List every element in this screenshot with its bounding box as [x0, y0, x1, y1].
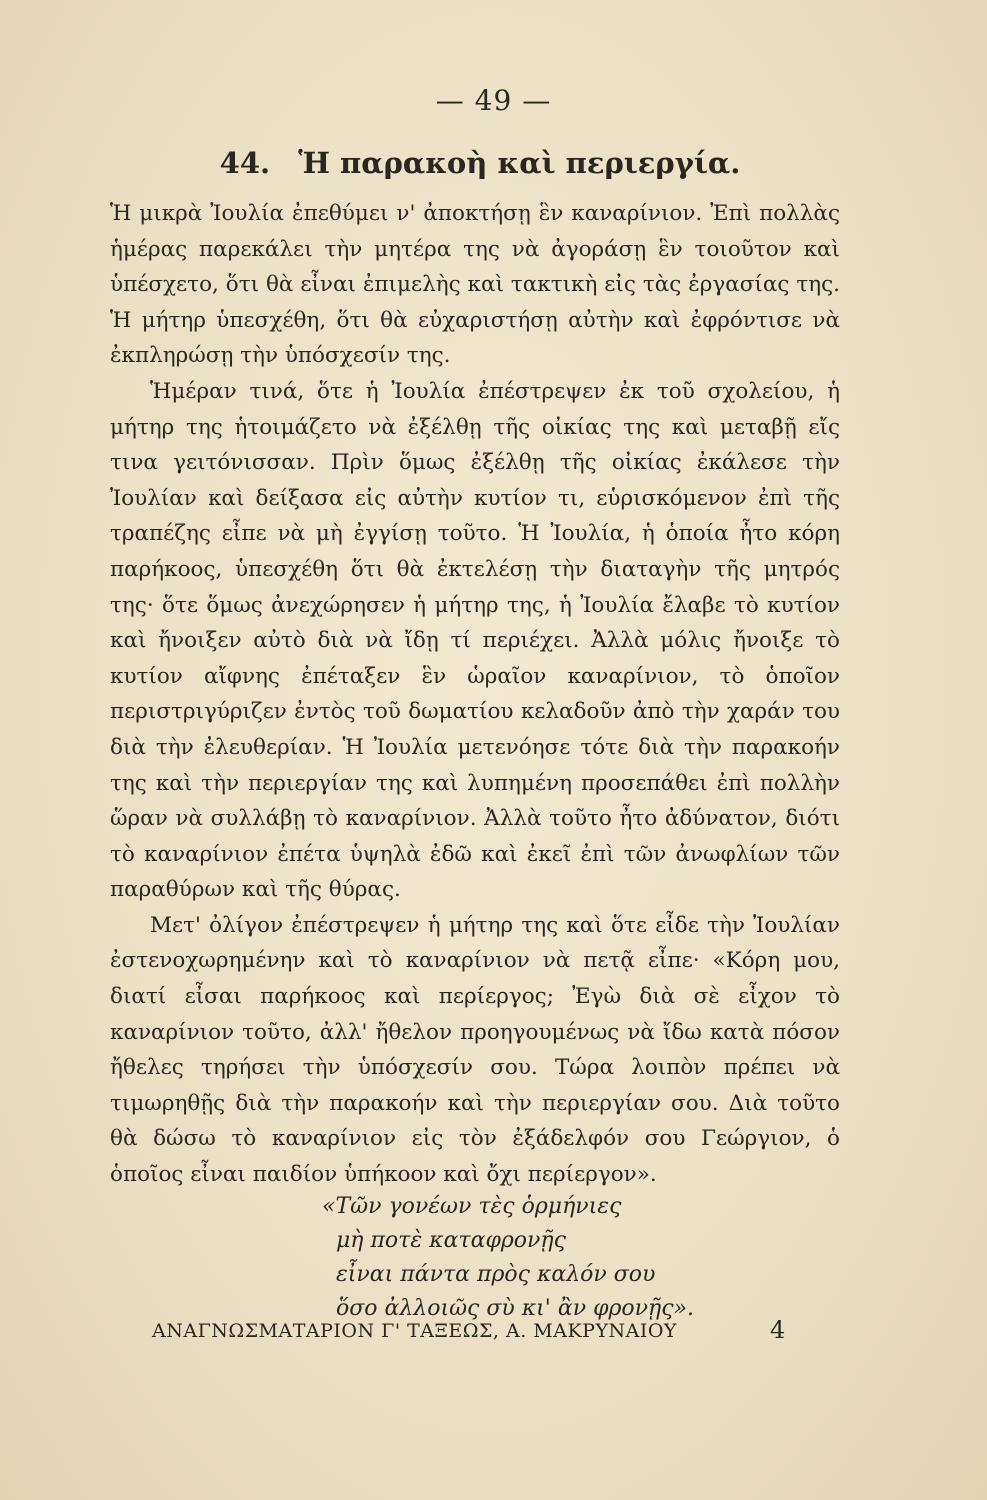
poem-line-1: «Τῶν γονέων τὲς ὁρμήνιες: [322, 1194, 622, 1219]
paragraph-3: Μετ' ὀλίγον ἐπέστρεψεν ἡ μήτηρ της καὶ ὅτε εἶδε τὴν Ἰουλίαν ἐστενοχωρημένην καὶ τὸ καναρίνιον νὰ πετᾷ εἶπε· «Κόρη μου, διατί εἶσαι παρήκοος καὶ περίεργος; Ἐγὼ διὰ σὲ εἶχον τὸ καναρίνιον τοῦτο, ἀλλ' ἤθελον προηγουμένως νὰ ἴδω κατὰ πόσον ἤθελες τηρήσει τὴν ὑπόσχεσίν σου. Τώρα λοιπὸν πρέπει νὰ τιμωρηθῇς διὰ τὴν παρακοήν καὶ τὴν περιεργίαν σου. Διὰ τοῦτο θὰ δώσω τὸ καναρίνιον εἰς τὸν ἐξάδελφόν σου Γεώργιον, ὁ ὁποῖος εἶναι παιδίον ὑπήκοον καὶ ὄχι περίεργον».: [110, 912, 840, 1188]
poem: [322, 1190, 694, 1326]
body-text: [110, 196, 840, 1193]
paragraph-2: Ἡμέραν τινά, ὅτε ἡ Ἰουλία ἐπέστρεψεν ἐκ τοῦ σχολείου, ἡ μήτηρ της ἡτοιμάζετο νὰ ἐξέλθῃ τῆς οἰκίας της καὶ μεταβῇ εἴς τινα γειτόνισσαν. Πρὶν ὅμως ἐξέλθῃ τῆς οἰκίας ἐκάλεσε τὴν Ἰουλίαν καὶ δείξασα εἰς αὐτὴν κυτίον τι, εὑρισκόμενον ἐπὶ τῆς τραπέζης εἶπε νὰ μὴ ἐγγίσῃ τοῦτο. Ἡ Ἰουλία, ἡ ὁποία ἦτο κόρη παρήκοος, ὑπεσχέθη ὅτι θὰ ἐκτελέσῃ τὴν διαταγὴν τῆς μητρός της· ὅτε ὅμως ἀνεχώρησεν ἡ μήτηρ της, ἡ Ἰουλία ἔλαβε τὸ κυτίον καὶ ἤνοιξεν αὐτὸ διὰ νὰ ἴδῃ τί περιέχει. Ἀλλὰ μόλις ἤνοιξε τὸ κυτίον αἴφνης ἐπέταξεν ἓν ὡραῖον καναρίνιον, τὸ ὁποῖον περιστριγύριζεν ἐντὸς τοῦ δωματίου κελαδοῦν ἀπὸ τὴν χαράν του διὰ τὴν ἐλευθερίαν. Ἡ Ἰουλία μετενόησε τότε διὰ τὴν παρακοήν της καὶ τὴν περιεργίαν της καὶ λυπημένη προσεπάθει ἐπὶ πολλὴν ὥραν νὰ συλλάβῃ τὸ καναρίνιον. Ἀλλὰ τοῦτο ἦτο ἀδύνατον, διότι τὸ καναρίνιον ἐπέτα ὑψηλὰ ἐδῶ καὶ ἐκεῖ ἐπὶ τῶν ἀνωφλίων τῶν παραθύρων καὶ τῆς θύρας.: [110, 378, 840, 903]
signature-mark: 4: [770, 1316, 786, 1344]
footer-signature-line: ΑΝΑΓΝΩΣΜΑΤΑΡΙΟΝ Γ' ΤΑΞΕΩΣ, Α. ΜΑΚΡΥΝΑΙΟΥ: [152, 1320, 677, 1342]
section-number: 44.: [219, 146, 271, 180]
section-title: Ἡ παρακοὴ καὶ περιεργία.: [298, 146, 741, 180]
section-heading: [0, 146, 960, 180]
paragraph-1: Ἡ μικρὰ Ἰουλία ἐπεθύμει ν' ἀποκτήσῃ ἓν καναρίνιον. Ἐπὶ πολλὰς ἡμέρας παρεκάλει τὴν μητέρα της νὰ ἀγοράσῃ ἓν τοιοῦτον καὶ ὑπέσχετο, ὅτι θὰ εἶναι ἐπιμελὴς καὶ τακτικὴ εἰς τὰς ἐργασίας της. Ἡ μήτηρ ὑπεσχέθη, ὅτι θὰ εὐχαριστήσῃ αὐτὴν καὶ ἐφρόντισε νὰ ἐκπληρώσῃ τὴν ὑπόσχεσίν της.: [110, 201, 840, 369]
poem-line-4: ὅσο ἀλλοιῶς σὺ κι' ἂν φρονῇς».: [336, 1296, 694, 1321]
page-number: — 49 —: [435, 84, 552, 117]
poem-line-2: μὴ ποτὲ καταφρονῇς: [336, 1228, 566, 1253]
poem-line-3: εἶναι πάντα πρὸς καλόν σου: [336, 1262, 656, 1287]
